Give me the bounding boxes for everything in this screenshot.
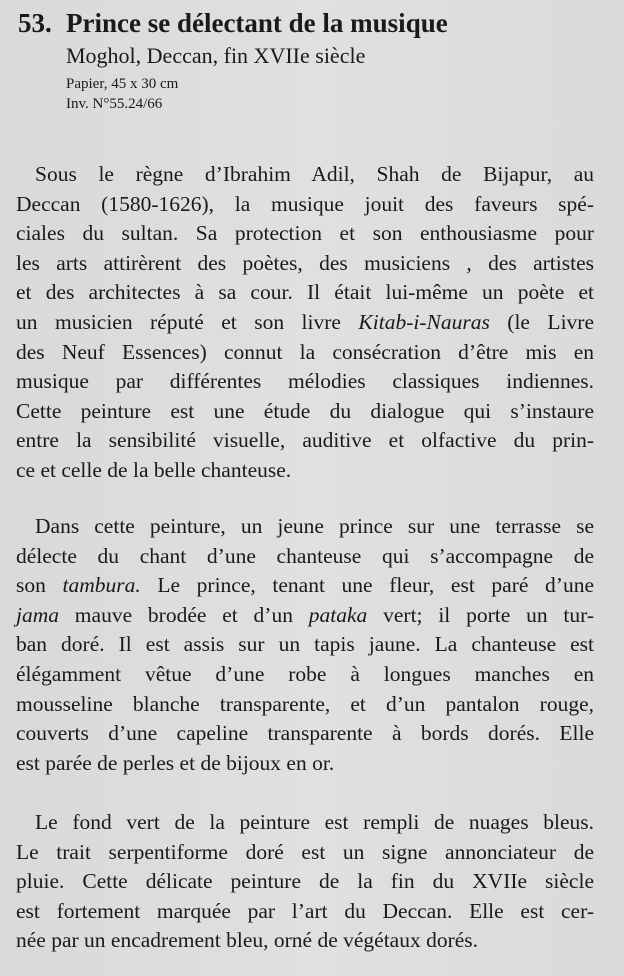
text-line bbox=[16, 808, 594, 838]
garment-term: pataka bbox=[308, 602, 368, 627]
text-run: Dans cette peinture, un jeune prince sur une terrasse se bbox=[35, 514, 594, 538]
text-line bbox=[16, 690, 594, 720]
text-run: son bbox=[16, 573, 63, 598]
entry-medium: Papier, 45 x 30 cm bbox=[66, 76, 179, 92]
text-run: et des architectes à sa cour. Il était lui-même un poète et bbox=[16, 280, 594, 305]
text-line bbox=[16, 719, 594, 749]
text-run: vert; il porte un tur- bbox=[367, 602, 594, 627]
text-line bbox=[16, 897, 594, 927]
text-line bbox=[16, 749, 594, 779]
text-run: Sous le règne d’Ibrahim Adil, Shah de Bijapur, au bbox=[35, 162, 594, 186]
text-line bbox=[16, 308, 594, 338]
text-line bbox=[16, 512, 594, 542]
text-run: Le trait serpentiforme doré est un signe annonciateur de bbox=[16, 839, 594, 864]
text-run: élégamment vêtue d’une robe à longues manches en bbox=[16, 661, 594, 686]
text-line bbox=[16, 426, 594, 456]
text-run: pluie. Cette délicate peinture de la fin du XVIIe siècle bbox=[16, 869, 594, 894]
text-run: Deccan (1580-1626), la musique jouit des faveurs spé- bbox=[16, 191, 594, 216]
entry-title-line bbox=[18, 6, 618, 40]
text-run: née par un encadrement bleu, orné de végétaux dorés. bbox=[16, 928, 479, 953]
text-line bbox=[16, 367, 594, 397]
text-line bbox=[16, 838, 594, 868]
text-line bbox=[16, 397, 594, 427]
text-run: ban doré. Il est assis sur un tapis jaune. La chanteuse est bbox=[16, 632, 594, 657]
text-run: ce et celle de la belle chanteuse. bbox=[16, 457, 292, 482]
text-run: un musicien réputé et son livre bbox=[16, 309, 359, 334]
text-line bbox=[16, 630, 594, 660]
entry-header bbox=[18, 6, 618, 114]
text-line bbox=[16, 160, 594, 190]
text-run: des Neuf Essences) connut la consécration d’être mis en bbox=[16, 339, 594, 364]
paragraph-2 bbox=[16, 512, 594, 778]
text-line bbox=[16, 571, 594, 601]
text-run: mousseline blanche transparente, et d’un pantalon rouge, bbox=[16, 691, 594, 716]
text-run: mauve brodée et d’un bbox=[59, 602, 309, 627]
text-line bbox=[16, 867, 594, 897]
text-line bbox=[16, 456, 594, 486]
paragraph-3 bbox=[16, 808, 594, 956]
text-run: est parée de perles et de bijoux en or. bbox=[16, 750, 335, 775]
text-line bbox=[16, 278, 594, 308]
text-run: délecte du chant d’une chanteuse qui s’accompagne de bbox=[16, 543, 594, 568]
instrument-term: tambura. bbox=[62, 573, 141, 598]
text-line bbox=[16, 249, 594, 279]
text-run: est fortement marquée par l’art du Deccan. Elle est cer- bbox=[16, 898, 594, 923]
paragraph-1 bbox=[16, 160, 594, 486]
text-run: (le Livre bbox=[489, 309, 594, 334]
text-run: les arts attirèrent des poètes, des musiciens , des artistes bbox=[16, 250, 594, 275]
text-line bbox=[16, 542, 594, 572]
text-run: ciales du sultan. Sa protection et son enthousiasme pour bbox=[16, 221, 594, 246]
text-line bbox=[16, 190, 594, 220]
text-line bbox=[16, 926, 594, 956]
garment-term: jama bbox=[16, 602, 59, 627]
entry-inventory: Inv. N°55.24/66 bbox=[66, 96, 163, 112]
text-run: Cette peinture est une étude du dialogue qui s’instaure bbox=[16, 398, 594, 423]
text-run: musique par différentes mélodies classiques indiennes. bbox=[16, 369, 594, 394]
text-line bbox=[16, 219, 594, 249]
text-line bbox=[16, 660, 594, 690]
text-line bbox=[16, 601, 594, 631]
text-run: entre la sensibilité visuelle, auditive et olfactive du prin- bbox=[16, 428, 594, 453]
entry-subtitle: Moghol, Deccan, fin XVIIe siècle bbox=[66, 43, 366, 68]
entry-number: 53. bbox=[18, 8, 52, 38]
text-run: couverts d’une capeline transparente à bords dorés. Elle bbox=[16, 721, 594, 746]
entry-title: Prince se délectant de la musique bbox=[66, 8, 448, 38]
text-run: Le fond vert de la peinture est rempli de nuages bleus. bbox=[35, 810, 594, 834]
text-line bbox=[16, 338, 594, 368]
text-run: Le prince, tenant une fleur, est paré d’une bbox=[140, 573, 594, 598]
book-title: Kitab-i-Nauras bbox=[358, 309, 490, 334]
